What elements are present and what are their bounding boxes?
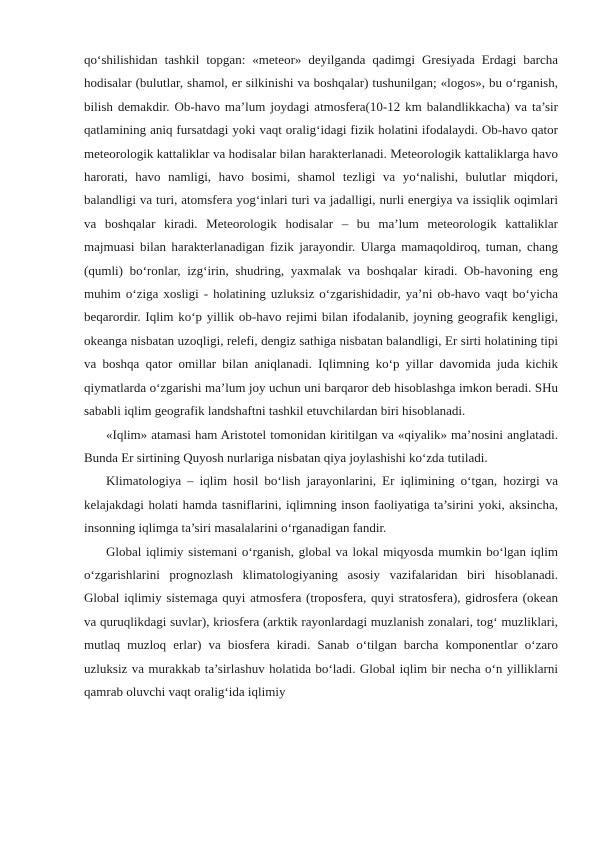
document-page (84, 48, 558, 703)
paragraph-global-climate-system: Global iqlimiy sistemani o‘rganish, global va lokal miqyosda mumkin bo‘lgan iqlim o‘zgarishlarini prognozlash klimatologiyaning asosiy vazifalaridan biri hisoblanadi. Global iqlimiy sistemaga quyi atmosfera (troposfera, quyi stratosfera), gidrosfera (okean va quruqlikdagi suvlar), kriosfera (arktik rayonlardagi muzlanish zonalari, tog‘ muzliklari, mutlaq muzloq erlar) va biosfera kiradi. Sanab o‘tilgan barcha komponentlar o‘zaro uzluksiz va murakkab ta’sirlashuv holatida bo‘ladi. Global iqlim bir necha o‘n yilliklarni qamrab oluvchi vaqt oralig‘ida iqlimiy (84, 543, 558, 699)
paragraph-iqlim-term: «Iqlim» atamasi ham Aristotel tomonidan kiritilgan va «qiyalik» ma’nosini anglatadi. Bunda Er sirtining Quyosh nurlariga nisbatan qiya joylashishi ko‘zda tutiladi. (84, 426, 558, 465)
paragraph-meteorology-intro: qo‘shilishidan tashkil topgan: «meteor» deyilganda qadimgi Gresiyada Erdagi barcha hodisalar (bulutlar, shamol, er silkinishi va boshqalar) tushunilgan; «logos», bu o‘rganish, bilish demakdir. Ob-havo ma’lum joydagi atmosfera(10-12 km balandlikkacha) va ta’sir qatlamining aniq fursatdagi yoki vaqt oralig‘idagi fizik holatini ifodalaydi. Ob-havo qator meteorologik kattaliklar va hodisalar bilan harakterlanadi. Meteorologik kattaliklarga havo harorati, havo namligi, havo bosimi, shamol tezligi va yo‘nalishi, bulutlar miqdori, balandligi va turi, atomsfera yog‘inlari turi va jadalligi, nurli energiya va issiqlik oqimlari va boshqalar kiradi. Meteorologik hodisalar – bu ma’lum meteorologik kattaliklar majmuasi bilan harakterlanadigan fizik jarayondir. Ularga mamaqoldiroq, tuman, chang (qumli) bo‘ronlar, izg‘irin, shudring, yaxmalak va boshqalar kiradi. Ob-havoning eng muhim o‘ziga xosligi - holatining uzluksiz o‘zgarishidadir, ya’ni ob-havo vaqt bo‘yicha beqarordir. Iqlim ko‘p yillik ob-havo rejimi bilan ifodalanib, joyning geografik kengligi, okeanga nisbatan uzoqligi, relefi, dengiz sathiga nisbatan balandligi, Er sirti holatining tipi va boshqa qator omillar bilan aniqlanadi. Iqlimning ko‘p yillar davomida juda kichik qiymatlarda o‘zgarishi ma’lum joy uchun uni barqaror deb hisoblashga imkon beradi. SHu sababli iqlim geografik landshaftni tashkil etuvchilardan biri hisoblanadi. (84, 52, 558, 419)
paragraph-klimatologiya-definition: Klimatologiya – iqlim hosil bo‘lish jarayonlarini, Er iqlimining o‘tgan, hozirgi va kelajakdagi holati hamda tasniflarini, iqlimning inson faoliyatiga ta’sirini yoki, aksincha, insonning iqlimga ta’siri masalalarini o‘rganadigan fandir. (84, 473, 558, 536)
